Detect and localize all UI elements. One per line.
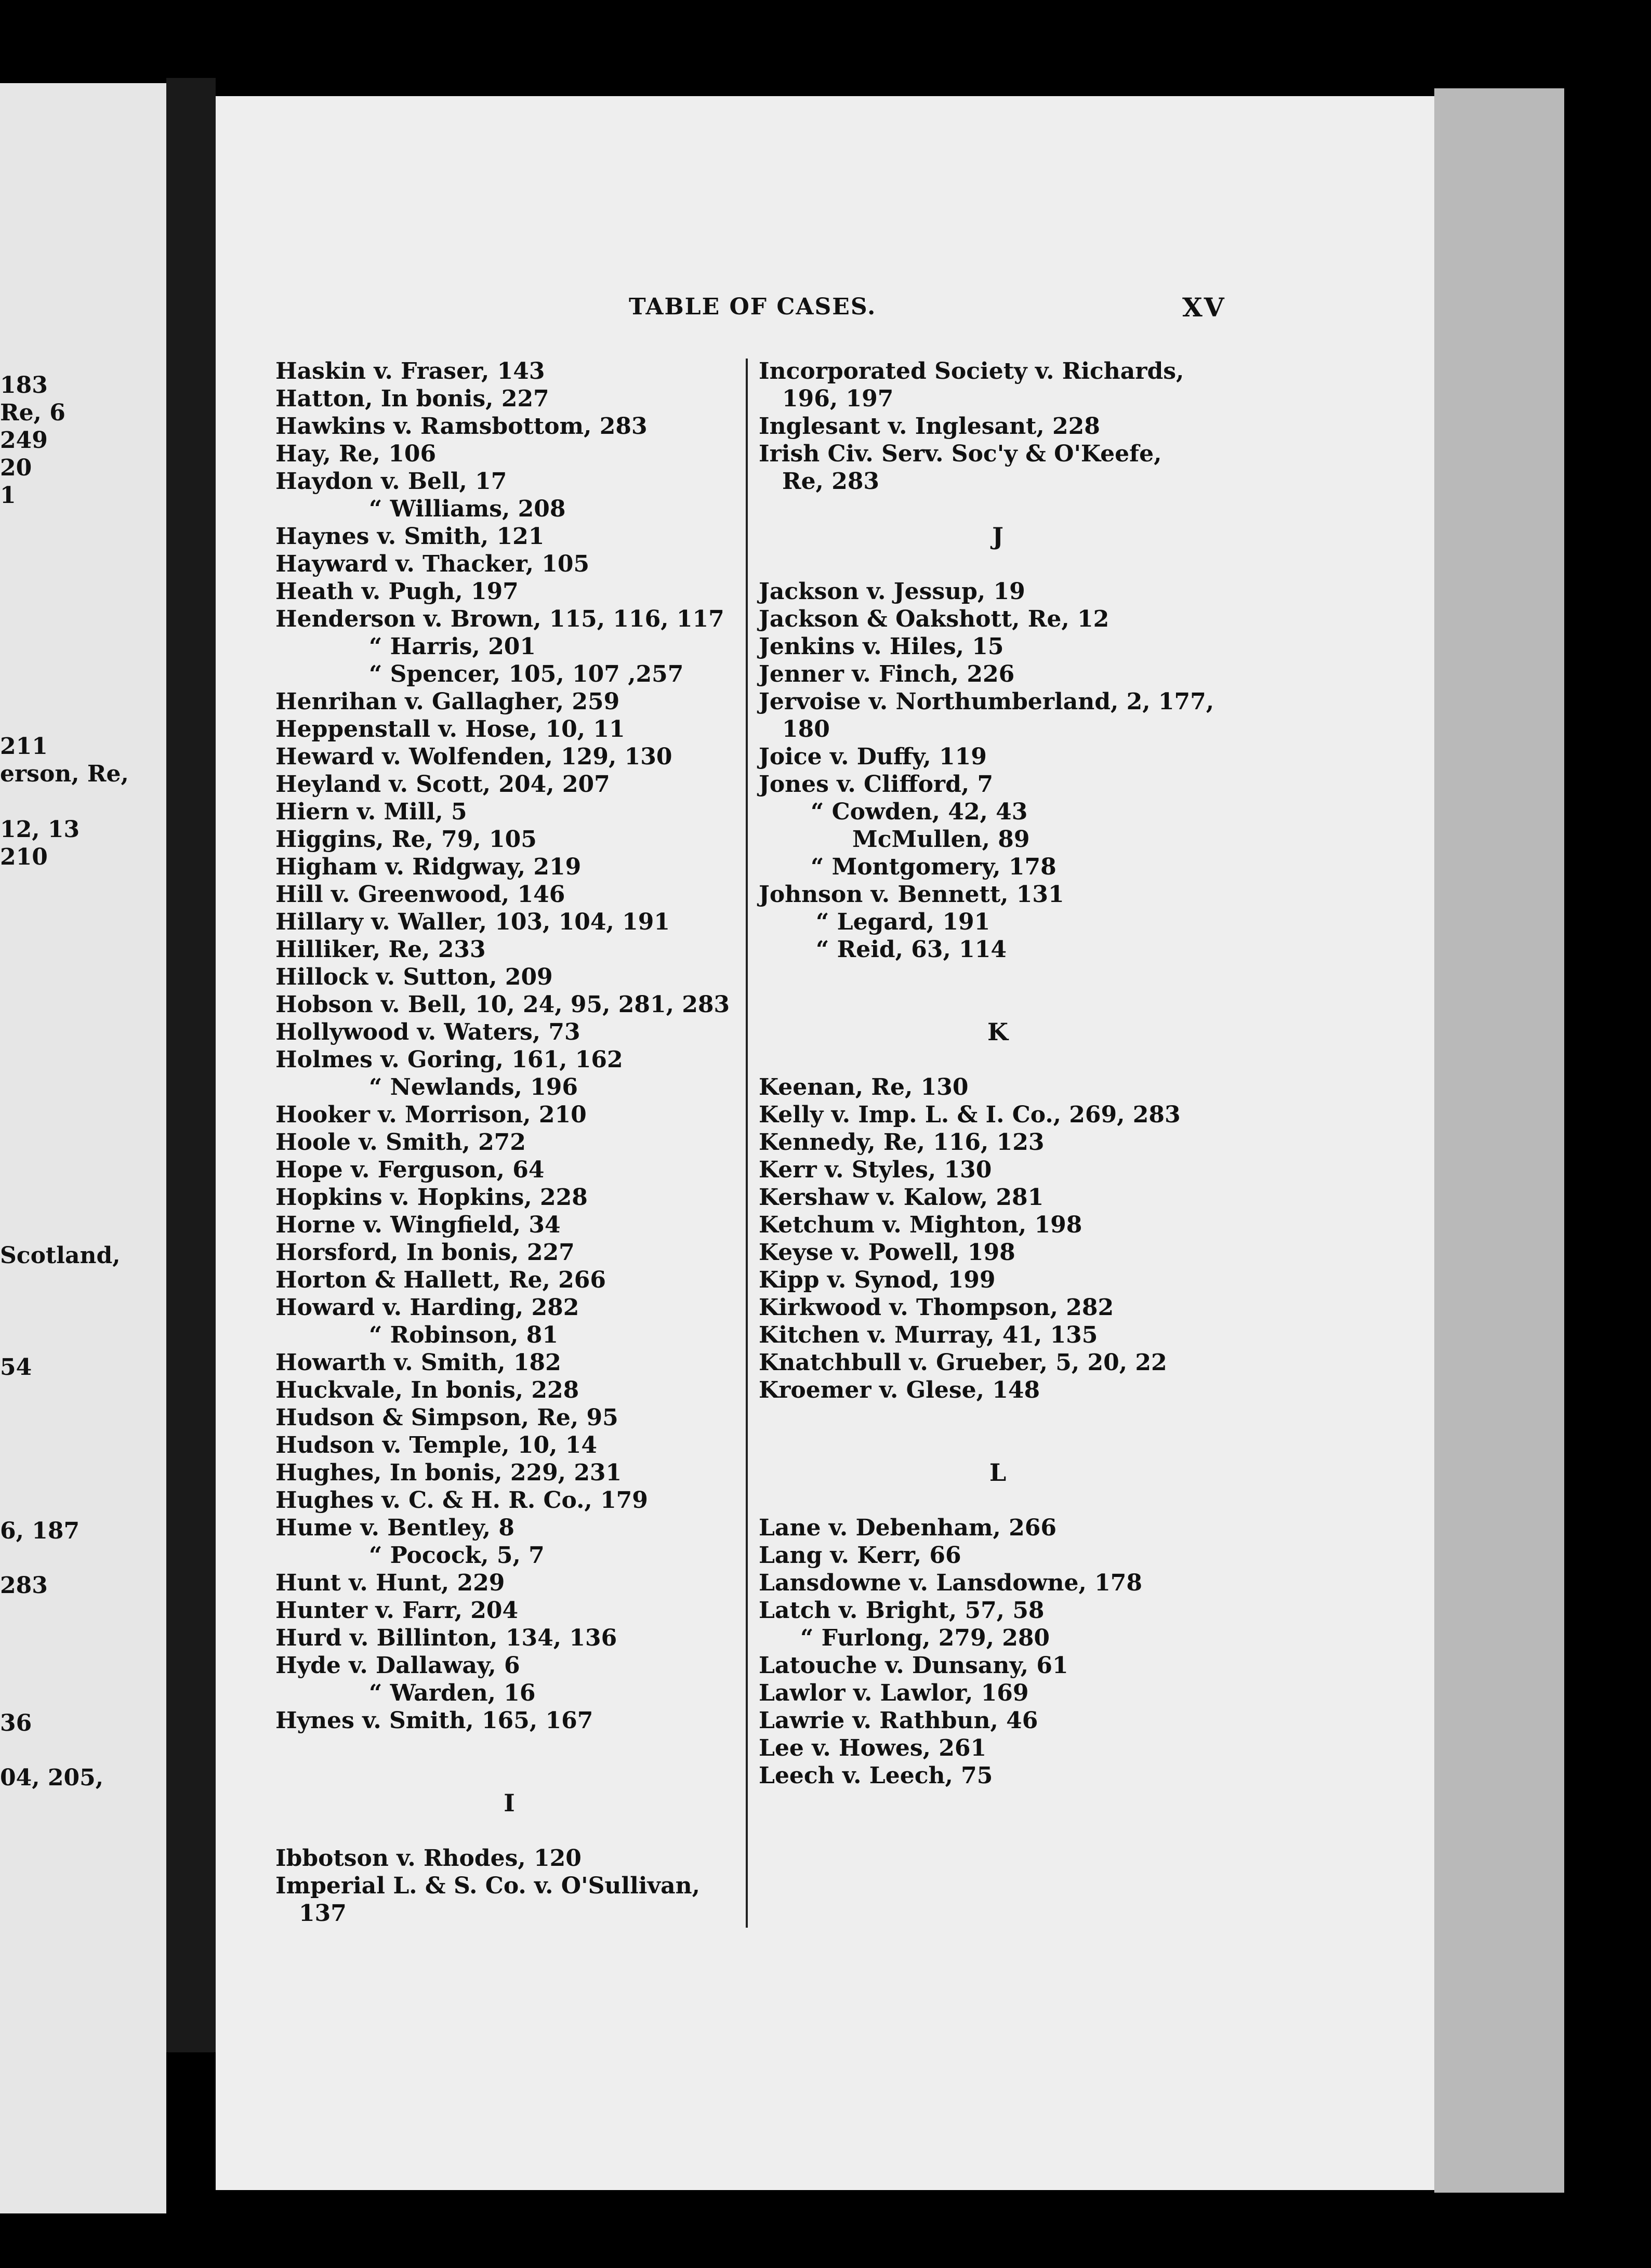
- left-page-fragment: 36: [0, 1710, 32, 1736]
- page-edge: [1434, 88, 1564, 2193]
- case-entry: Ibbotson v. Rhodes, 120: [275, 1845, 582, 1872]
- case-entry: Hay, Re, 106: [275, 441, 437, 467]
- left-page-edge: [0, 83, 166, 2213]
- case-entry: Jackson v. Jessup, 19: [759, 578, 1025, 605]
- left-page-fragment: Scotland,: [0, 1242, 121, 1269]
- case-entry: Incorporated Society v. Richards,: [759, 358, 1184, 384]
- case-entry: Jenkins v. Hiles, 15: [759, 633, 1004, 660]
- case-entry: Knatchbull v. Grueber, 5, 20, 22: [759, 1349, 1167, 1376]
- case-entry: Johnson v. Bennett, 131: [759, 881, 1064, 908]
- case-entry: Hillary v. Waller, 103, 104, 191: [275, 909, 670, 935]
- left-page-fragment: 1: [0, 482, 16, 509]
- case-entry: Lee v. Howes, 261: [759, 1735, 987, 1761]
- case-entry: Hayward v. Thacker, 105: [275, 551, 590, 577]
- book-spine: [166, 78, 216, 2052]
- case-entry: Henderson v. Brown, 115, 116, 117: [275, 606, 724, 632]
- case-entry: Kershaw v. Kalow, 281: [759, 1184, 1044, 1211]
- case-entry: Jenner v. Finch, 226: [759, 661, 1015, 687]
- case-entry: Lawrie v. Rathbun, 46: [759, 1707, 1038, 1734]
- column-divider: [746, 359, 748, 1928]
- case-entry-continuation: Re, 283: [782, 468, 880, 495]
- case-entry-ditto: “ Montgomery, 178: [811, 854, 1056, 880]
- case-entry-ditto: “ Spencer, 105, 107 ,257: [369, 661, 684, 687]
- case-entry: Haynes v. Smith, 121: [275, 523, 545, 550]
- left-page-fragment: 6, 187: [0, 1518, 80, 1544]
- scan-border: [1564, 78, 1651, 2268]
- case-entry: Hawkins v. Ramsbottom, 283: [275, 413, 648, 440]
- case-entry: Hillock v. Sutton, 209: [275, 964, 553, 990]
- case-entry: Huckvale, In bonis, 228: [275, 1377, 579, 1403]
- case-entry: Kelly v. Imp. L. & I. Co., 269, 283: [759, 1102, 1181, 1128]
- case-entry: Kirkwood v. Thompson, 282: [759, 1294, 1114, 1321]
- case-entry: Haydon v. Bell, 17: [275, 468, 507, 495]
- case-entry: Hume v. Bentley, 8: [275, 1515, 515, 1541]
- case-entry-ditto: “ Pocock, 5, 7: [369, 1542, 545, 1569]
- case-entry: Hooker v. Morrison, 210: [275, 1102, 587, 1128]
- case-entry: Heyland v. Scott, 204, 207: [275, 771, 610, 798]
- case-entry: Haskin v. Fraser, 143: [275, 358, 545, 384]
- case-entry: Hopkins v. Hopkins, 228: [275, 1184, 588, 1211]
- case-entry-continuation: 196, 197: [782, 386, 894, 412]
- case-entry: Hughes v. C. & H. R. Co., 179: [275, 1487, 648, 1514]
- case-entry: Hyde v. Dallaway, 6: [275, 1652, 520, 1679]
- case-entry: Kipp v. Synod, 199: [759, 1267, 996, 1293]
- left-page-fragment: 04, 205,: [0, 1765, 104, 1791]
- case-entry: Holmes v. Goring, 161, 162: [275, 1046, 623, 1073]
- case-entry-ditto: “ Legard, 191: [816, 909, 990, 935]
- case-entry: Hunter v. Farr, 204: [275, 1597, 519, 1624]
- case-entry: Hudson & Simpson, Re, 95: [275, 1404, 618, 1431]
- case-entry: Kroemer v. Glese, 148: [759, 1377, 1040, 1403]
- case-entry: Hilliker, Re, 233: [275, 936, 486, 963]
- case-entry: Hobson v. Bell, 10, 24, 95, 281, 283: [275, 991, 730, 1018]
- case-entry: Lang v. Kerr, 66: [759, 1542, 961, 1569]
- left-page-fragment: 20: [0, 455, 32, 481]
- left-page-fragment: Re, 6: [0, 400, 65, 426]
- case-entry: Hudson v. Temple, 10, 14: [275, 1432, 597, 1458]
- case-entry: Heppenstall v. Hose, 10, 11: [275, 716, 625, 742]
- case-entry-ditto: “ Newlands, 196: [369, 1074, 578, 1100]
- case-entry: Joice v. Duffy, 119: [759, 744, 987, 770]
- case-entry: Lansdowne v. Lansdowne, 178: [759, 1570, 1142, 1596]
- case-entry: Hurd v. Billinton, 134, 136: [275, 1625, 617, 1651]
- case-entry: Kitchen v. Murray, 41, 135: [759, 1322, 1098, 1348]
- case-entry: Irish Civ. Serv. Soc'y & O'Keefe,: [759, 441, 1162, 467]
- running-header-title: TABLE OF CASES.: [629, 294, 877, 320]
- left-page-fragment: 211: [0, 733, 48, 760]
- section-letter-l: L: [989, 1458, 1007, 1487]
- case-entry: Hollywood v. Waters, 73: [275, 1019, 580, 1045]
- case-entry: Howarth v. Smith, 182: [275, 1349, 561, 1376]
- section-letter-i: I: [504, 1789, 515, 1817]
- case-entry: Latouche v. Dunsany, 61: [759, 1652, 1068, 1679]
- case-entry: Leech v. Leech, 75: [759, 1762, 993, 1789]
- case-entry: Keenan, Re, 130: [759, 1074, 969, 1100]
- case-entry-ditto: “ Cowden, 42, 43: [811, 799, 1028, 825]
- case-entry: Inglesant v. Inglesant, 228: [759, 413, 1100, 440]
- case-entry-ditto: “ Williams, 208: [369, 496, 566, 522]
- case-entry: Higgins, Re, 79, 105: [275, 826, 537, 853]
- case-entry: Hatton, In bonis, 227: [275, 386, 549, 412]
- case-entry: Imperial L. & S. Co. v. O'Sullivan,: [275, 1873, 700, 1899]
- left-page-fragment: 283: [0, 1572, 48, 1599]
- case-entry-continuation: 180: [782, 716, 830, 742]
- left-page-fragment: 183: [0, 372, 48, 399]
- case-entry: Latch v. Bright, 57, 58: [759, 1597, 1045, 1624]
- case-entry-ditto: McMullen, 89: [852, 826, 1030, 853]
- left-page-fragment: 12, 13: [0, 816, 80, 843]
- section-letter-k: K: [987, 1018, 1008, 1046]
- case-entry: Lawlor v. Lawlor, 169: [759, 1680, 1029, 1706]
- case-entry: Keyse v. Powell, 198: [759, 1239, 1015, 1266]
- case-entry-ditto: “ Warden, 16: [369, 1680, 536, 1706]
- case-entry-continuation: 137: [299, 1900, 347, 1927]
- case-entry-ditto: “ Reid, 63, 114: [816, 936, 1007, 963]
- case-entry: Hoole v. Smith, 272: [275, 1129, 526, 1156]
- case-entry: Horton & Hallett, Re, 266: [275, 1267, 606, 1293]
- case-entry: Heward v. Wolfenden, 129, 130: [275, 744, 672, 770]
- case-entry: Jones v. Clifford, 7: [759, 771, 994, 798]
- case-entry: Jackson & Oakshott, Re, 12: [759, 606, 1110, 632]
- case-entry: Lane v. Debenham, 266: [759, 1515, 1056, 1541]
- left-column: [275, 357, 743, 1927]
- case-entry: Howard v. Harding, 282: [275, 1294, 579, 1321]
- case-entry-ditto: “ Furlong, 279, 280: [800, 1625, 1050, 1651]
- case-entry: Hope v. Ferguson, 64: [275, 1157, 545, 1183]
- case-entry: Hughes, In bonis, 229, 231: [275, 1460, 622, 1486]
- case-entry: Horsford, In bonis, 227: [275, 1239, 575, 1266]
- case-entry: Heath v. Pugh, 197: [275, 578, 519, 605]
- case-entry: Horne v. Wingfield, 34: [275, 1212, 561, 1238]
- case-entry: Jervoise v. Northumberland, 2, 177,: [759, 688, 1214, 715]
- right-column: [759, 357, 1237, 1789]
- case-entry: Henrihan v. Gallagher, 259: [275, 688, 620, 715]
- case-entry: Hill v. Greenwood, 146: [275, 881, 565, 908]
- case-entry: Kennedy, Re, 116, 123: [759, 1129, 1045, 1156]
- case-entry: Hynes v. Smith, 165, 167: [275, 1707, 593, 1734]
- section-letter-j: J: [992, 522, 1003, 550]
- case-entry-ditto: “ Robinson, 81: [369, 1322, 558, 1348]
- page-number: XV: [1182, 292, 1226, 323]
- left-page-fragment: 249: [0, 427, 48, 454]
- case-entry: Hunt v. Hunt, 229: [275, 1570, 505, 1596]
- left-page-fragment: 210: [0, 844, 48, 870]
- case-entry-ditto: “ Harris, 201: [369, 633, 536, 660]
- case-entry: Hiern v. Mill, 5: [275, 799, 467, 825]
- case-entry: Ketchum v. Mighton, 198: [759, 1212, 1082, 1238]
- case-entry: Higham v. Ridgway, 219: [275, 854, 582, 880]
- left-page-fragment: erson, Re,: [0, 761, 129, 787]
- case-entry: Kerr v. Styles, 130: [759, 1157, 992, 1183]
- left-page-fragment: 54: [0, 1354, 32, 1381]
